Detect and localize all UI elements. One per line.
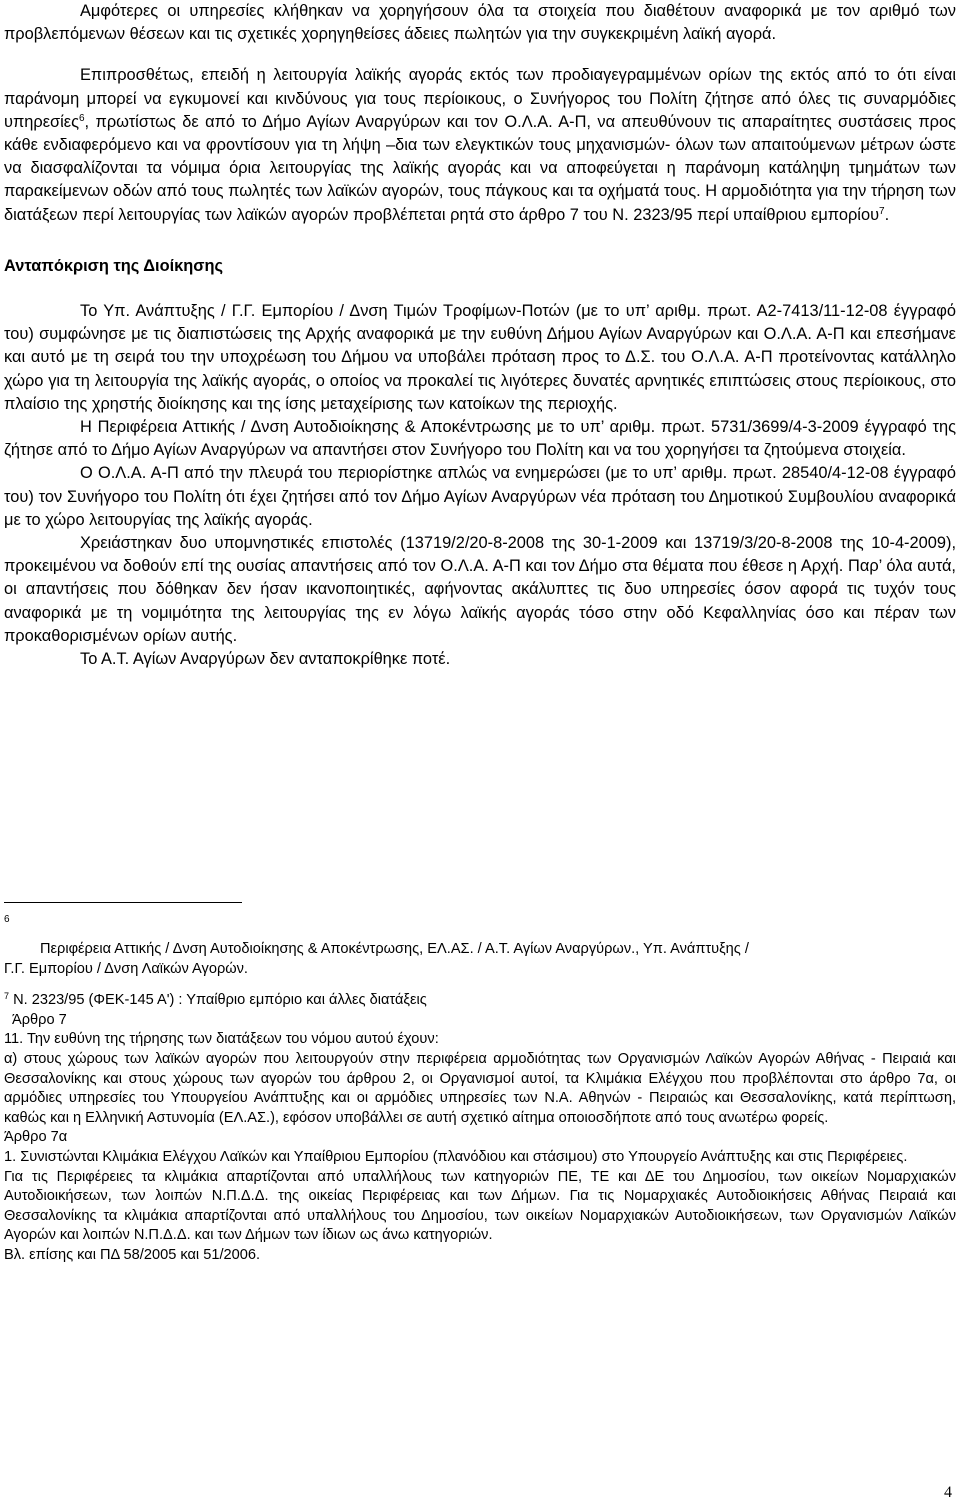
paragraph-7: Το Α.Τ. Αγίων Αναργύρων δεν ανταποκρίθηκε ποτέ.	[80, 650, 451, 669]
footnote-ref-6[interactable]: 6	[78, 112, 85, 124]
footnote-ref-7[interactable]: 7	[879, 205, 885, 217]
footnote-separator	[4, 902, 242, 903]
footnotes	[4, 940, 956, 1266]
footnote-7-para-a: α) στους χώρους των λαϊκών αγορών που λειτουργούν στην περιφέρεια αρμοδιότητας των Οργανισμών Λαϊκών Αγορών Αθήνας - Πειραιά και Θεσσαλονίκης και στους χώρους των αγορών του άρθρου 2, οι Οργανισμοί αυτοί, τα Κλιμάκια Ελέγχου που προβλέπονται στο άρθρο 7α, οι αρμόδιες υπηρεσίες του Υπουργείου Ανάπτυξης και οι αρμόδιες υπηρεσίες των Ν.Α. Αθηνών - Πειραιώς και Θεσσαλονίκης, κατά περίπτωση, καθώς και η Ελληνική Αστυνομία (ΕΛ.ΑΣ.), εφόσον υποβάλλει σε αυτή σχετικό αίτημα οποιοσδήποτε από τους ανωτέρω φορείς.	[4, 1050, 956, 1126]
paragraph-5: Ο Ο.Λ.Α. Α-Π από την πλευρά του περιορίστηκε απλώς να ενημερώσει (με το υπ’ αριθμ. πρωτ. 28540/4-12-08 έγγραφό του) τον Συνήγορο του Πολίτη ότι έχει ζητήσει από τον Δήμο Αγίων Αναργύρων νέα πρόταση του Δημοτικού Συμβουλίου αναφορικά με το χώρο λειτουργίας της λαϊκής αγοράς.	[4, 464, 956, 529]
document-page	[4, 0, 956, 1263]
footnote-7-title: $^7$ Ν. 2323/95 (ΦΕΚ-145 Α') : Υπαίθριο εμπόριο και άλλες διατάξεις	[4, 991, 427, 1009]
paragraph-1: Αμφότερες οι υπηρεσίες κλήθηκαν να χορηγήσουν όλα τα στοιχεία που διαθέτουν αναφορικά με τον αριθμό των προβλεπόμενων θέσεων και τις σχετικές χορηγηθείσες άδειες πωλητών για την συγκεκριμένη λαϊκή αγορά.	[4, 2, 956, 44]
paragraph-2: Επιπροσθέτως, επειδή η λειτουργία λαϊκής αγοράς εκτός των προδιαγεγραμμένων ορίων της εκτός από το ότι είναι παράνομη μπορεί να εγκυμονεί και κινδύνους για τους περίοικους, ο Συνήγορος του Πολίτη ζήτησε από όλες τις συναρμόδιες υπηρεσίες$^6$, πρωτίστως δε από το Δήμο Αγίων Αναργύρων και τον Ο.Λ.Α. Α-Π, να απευθύνουν τις απαραίτητες συστάσεις προς κάθε ενδιαφερόμενο και να φροντίσουν για τη λήψη –δια των ελεγκτικών τους μηχανισμών- όλων των απαιτούμενων μέτρων ώστε να διασφαλίζονται τα νόμιμα όρια λειτουργίας της λαϊκής αγοράς και να αποφεύγεται η παράνομη κατάληψη τμημάτων των παρακείμενων οδών από τους πωλητές των λαϊκών αγορών, τους πάγκους και τα οχήματά τους. Η αρμοδιότητα για την τήρηση των διατάξεων περί λειτουργίας των λαϊκών αγορών προβλέπεται ρητά στο άρθρο 7 του Ν. 2323/95 περί υπαίθριου εμπορίου$^7$.	[4, 66, 956, 224]
footnote-7-para-1: 1. Συνιστώνται Κλιμάκια Ελέγχου Λαϊκών και Υπαίθριου Εμπορίου (πλανόδιου και στάσιμου) στο Υπουργείο Ανάπτυξης και στις Περιφέρειες.	[4, 1148, 908, 1165]
footnote-7-para-11: 11. Την ευθύνη της τήρησης των διατάξεων του νόμου αυτού έχουν:	[4, 1031, 439, 1048]
footnote-7-article-7: Άρθρο 7	[12, 1011, 67, 1028]
page-number: 4	[944, 1484, 952, 1501]
footnote-7-see-also: Βλ. επίσης και ΠΔ 58/2005 και 51/2006.	[4, 1246, 261, 1263]
footnote-6: Περιφέρεια Αττικής / Δνση Αυτοδιοίκησης & Αποκέντρωσης, ΕΛ.ΑΣ. / Α.Τ. Αγίων Αναργύρων., Υπ. Ανάπτυξης / Γ.Γ. Εμπορίου / Δνση Λαϊκών Αγορών.	[4, 941, 749, 977]
main-text	[4, 0, 956, 671]
section-heading: Ανταπόκριση της Διοίκησης	[4, 256, 224, 275]
footnote-7-para-periph: Για τις Περιφέρειες τα κλιμάκια απαρτίζονται από υπαλλήλους των κατηγοριών ΠΕ, ΤΕ και ΔΕ του Δημοσίου, των οικείων Νομαρχιακών Αυτοδιοικήσεων, των λοιπών Ν.Π.Δ.Δ. της οικείας Περιφέρειας και των Δήμων. Για τις Νομαρχιακές Αυτοδιοικήσεις Αθήνας Πειραιά και Θεσσαλονίκης τα κλιμάκια απαρτίζονται από υπαλλήλους του Δημοσίου, των οικείων Νομαρχιακών Αυτοδιοικήσεων, των Οργανισμών Λαϊκών Αγορών και λοιπών Ν.Π.Δ.Δ. και των Δήμων των ίδιων ως άνω κατηγοριών.	[4, 1168, 956, 1244]
paragraph-4: Η Περιφέρεια Αττικής / Δνση Αυτοδιοίκησης & Αποκέντρωσης με το υπ’ αριθμ. πρωτ. 5731/3699/4-3-2009 έγγραφό της ζήτησε από το Δήμο Αγίων Αναργύρων να απαντήσει στον Συνήγορο του Πολίτη και να του χορηγήσει τα ζητούμενα στοιχεία.	[4, 418, 956, 460]
footnote-7-article-7a: Άρθρο 7α	[4, 1129, 68, 1146]
paragraph-6: Χρειάστηκαν δυο υπομνηστικές επιστολές (13719/2/20-8-2008 της 30-1-2009 και 13719/3/20-8-2008 της 10-4-2009), προκειμένου να δοθούν επί της ουσίας απαντήσεις από τον Ο.Λ.Α. Α-Π και τον Δήμο στα θέματα που έθεσε η Αρχή. Παρ’ όλα αυτά, οι απαντήσεις που δόθηκαν δεν ήσαν ικανοποιητικές, αφήνοντας ακάλυπτες τις δυο υπηρεσίες όσον αφορά τις τυχόν τους αναφορικά με τη νομιμότητα της λειτουργίας της εν λόγω λαϊκής αγοράς τόσο στην οδό Κεφαλληνίας όσο και πέραν των προκαθορισμένων ορίων αυτής.	[4, 534, 956, 645]
footnote-7-mark: 7	[4, 991, 10, 1002]
paragraph-3: Το Υπ. Ανάπτυξης / Γ.Γ. Εμπορίου / Δνση Τιμών Τροφίμων-Ποτών (με το υπ’ αριθμ. πρωτ. Α2-7413/11-12-08 έγγραφό του) συμφώνησε με τις διαπιστώσεις της Αρχής αναφορικά με την ευθύνη Δήμου Αγίων Αναργύρων και Ο.Λ.Α. Α-Π και επεσήμανε και αυτό με τη σειρά του την υποχρέωση του Δήμου να υποβάλει πρόταση προς το Δ.Σ. του Ο.Λ.Α. Α-Π προτείνοντας κατάλληλο χώρο για τη λειτουργία της λαϊκής αγοράς, ο οποίος να προκαλεί τις λιγότερες δυνατές αρνητικές επιπτώσεις στους περίοικους, στο πλαίσιο της χρηστής διοίκησης και της ίσης μεταχείρισης των κατοίκων της περιοχής.	[4, 302, 956, 413]
footnote-6-mark: 6	[4, 914, 10, 925]
